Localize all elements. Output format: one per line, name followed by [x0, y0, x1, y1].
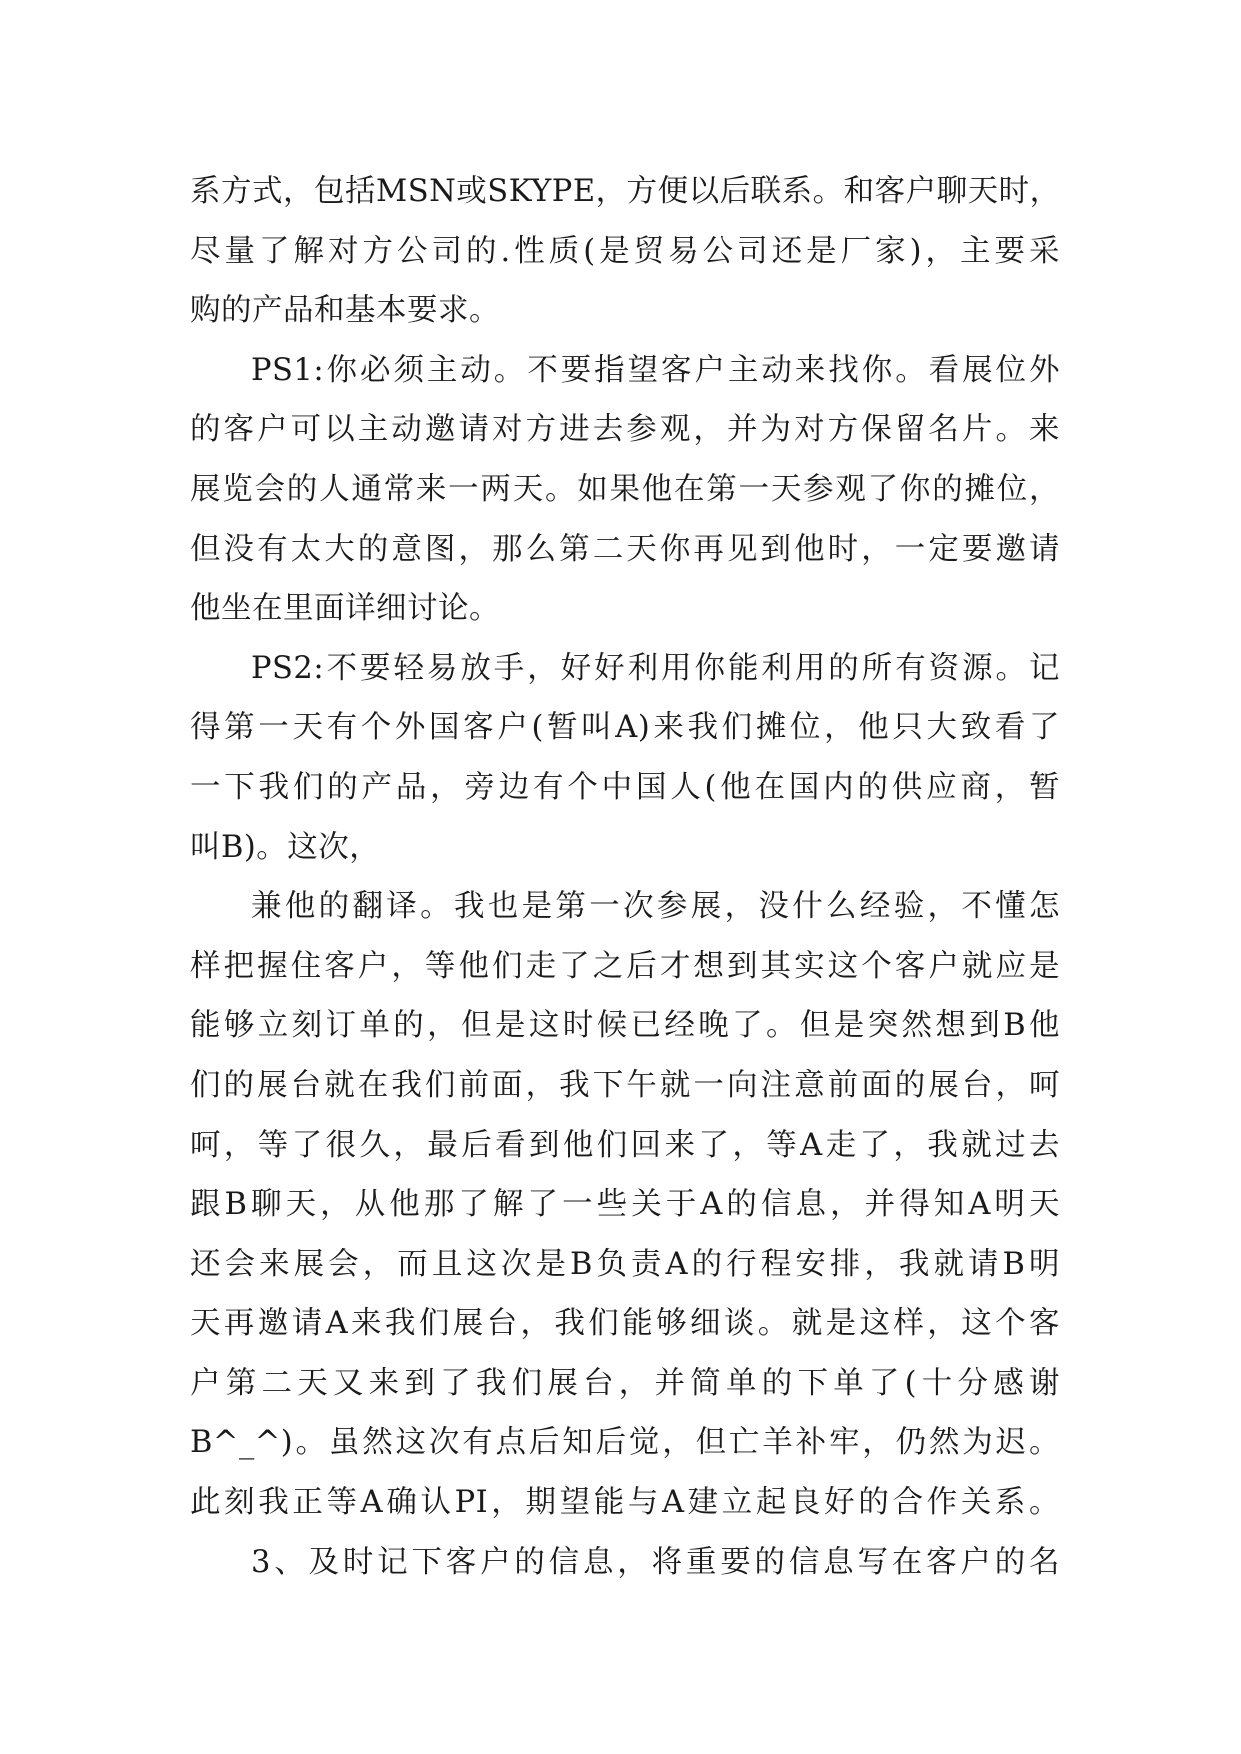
text-line: 呵，等了很久，最后看到他们回来了，等A走了，我就过去	[190, 1127, 1060, 1163]
text-line: 兼他的翻译。我也是第一次参展，没什么经验，不懂怎	[251, 889, 1060, 925]
text-line: 叫B)。这次，	[190, 829, 381, 865]
text-line: 能够立刻订单的，但是这时候已经晚了。但是突然想到B他	[190, 1008, 1060, 1044]
text-line: PS1:你必须主动。不要指望客户主动来找你。看展位外	[251, 352, 1060, 388]
text-line: 3、及时记下客户的信息，将重要的信息写在客户的名	[251, 1544, 1060, 1580]
text-line: 展览会的人通常来一两天。如果他在第一天参观了你的摊位，	[190, 471, 1060, 507]
text-line: 一下我们的产品，旁边有个中国人(他在国内的供应商，暂	[190, 769, 1060, 805]
text-line: PS2:不要轻易放手，好好利用你能利用的所有资源。记	[251, 650, 1060, 686]
document-body	[190, 162, 1060, 1592]
text-line: 他坐在里面详细讨论。	[190, 591, 500, 627]
text-line: 户第二天又来到了我们展台，并简单的下单了(十分感谢	[190, 1365, 1060, 1401]
text-line: 系方式，包括MSN或SKYPE，方便以后联系。和客户聊天时，	[190, 174, 1061, 209]
text-line: 得第一天有个外国客户(暂叫A)来我们摊位，他只大致看了	[190, 710, 1060, 746]
text-line: 跟B聊天，从他那了解了一些关于A的信息，并得知A明天	[190, 1187, 1060, 1223]
text-line: 天再邀请A来我们展台，我们能够细谈。就是这样，这个客	[190, 1306, 1060, 1342]
text-line: 样把握住客户，等他们走了之后才想到其实这个客户就应是	[190, 948, 1060, 984]
text-line: 此刻我正等A确认PI，期望能与A建立起良好的合作关系。	[190, 1485, 1060, 1521]
text-line: 但没有太大的意图，那么第二天你再见到他时，一定要邀请	[190, 531, 1060, 567]
text-line: 们的展台就在我们前面，我下午就一向注意前面的展台，呵	[190, 1067, 1060, 1103]
text-line: B^_^)。虽然这次有点后知后觉，但亡羊补牢，仍然为迟。	[190, 1425, 1060, 1461]
text-line: 还会来展会，而且这次是B负责A的行程安排，我就请B明	[190, 1246, 1060, 1282]
text-line: 的客户可以主动邀请对方进去参观，并为对方保留名片。来	[190, 412, 1060, 448]
text-line: 尽量了解对方公司的.性质(是贸易公司还是厂家)，主要采	[190, 233, 1060, 269]
text-line: 购的产品和基本要求。	[190, 293, 500, 329]
